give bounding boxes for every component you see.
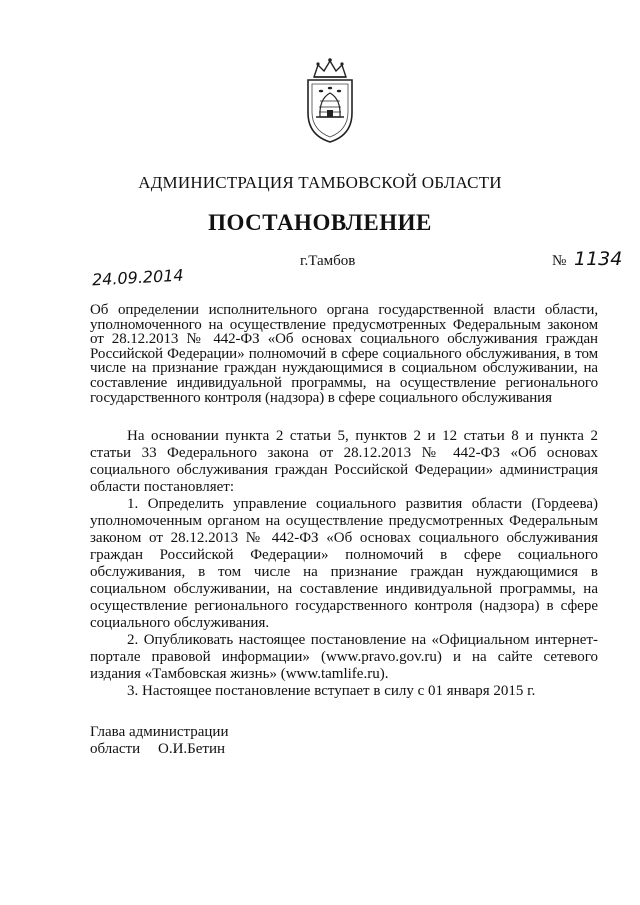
signatory-position-line1: Глава администрации [90, 724, 229, 740]
document-date: 24.09.2014 [91, 265, 185, 290]
document-number: 1134 [574, 248, 623, 270]
document-city: г.Тамбов [300, 253, 356, 269]
document-subject: Об определении исполнительного органа государственной власти области, уполномоченного на осуществление предусмотренных Федеральным законом от 28.12.2013 № 442-ФЗ «Об основах социального обслуживания граждан Российской Федерации» полномочий в сфере социального обслуживания, в том числе на признание граждан нуждающимися в социальном обслуживании, на составление индивидуальной программы, на осуществление регионального государственного контроля (надзора) в сфере социального обслуживания [90, 302, 598, 406]
preamble-paragraph: На основании пункта 2 статьи 5, пунктов 2 и 12 статьи 8 и пункта 2 статьи 33 Федерального закона от 28.12.2013 № 442-ФЗ «Об основах социального обслуживания граждан Российской Федерации» администрация области постановляет: [90, 428, 598, 495]
signatory-position-line2: области [90, 741, 141, 757]
signatory-name: О.И.Бетин [158, 741, 226, 757]
organization-title: АДМИНИСТРАЦИЯ ТАМБОВСКОЙ ОБЛАСТИ [138, 173, 502, 192]
document-number-label: № [552, 253, 567, 269]
document-type-title: ПОСТАНОВЛЕНИЕ [208, 210, 432, 235]
resolution-item-1: 1. Определить управление социального развития области (Гордеева) уполномоченным органом на осуществление предусмотренных Федеральным законом от 28.12.2013 № 442-ФЗ «Об основах социального обслуживания граждан Российской Федерации» полномочий в сфере социального обслуживания, в том числе на признание граждан нуждающимися в социальном обслуживании, на составление индивидуальной программы, на осуществление регионального государственного контроля (надзора) в сфере социального обслуживания. [90, 496, 598, 631]
resolution-item-3: 3. Настоящее постановление вступает в силу с 01 января 2015 г. [127, 683, 536, 699]
coat-of-arms-icon [300, 55, 360, 145]
resolution-item-2: 2. Опубликовать настоящее постановление на «Официальном интернет-портале правовой информации» (www.pravo.gov.ru) и на сайте сетевого издания «Тамбовская жизнь» (www.tamlife.ru). [90, 632, 598, 682]
